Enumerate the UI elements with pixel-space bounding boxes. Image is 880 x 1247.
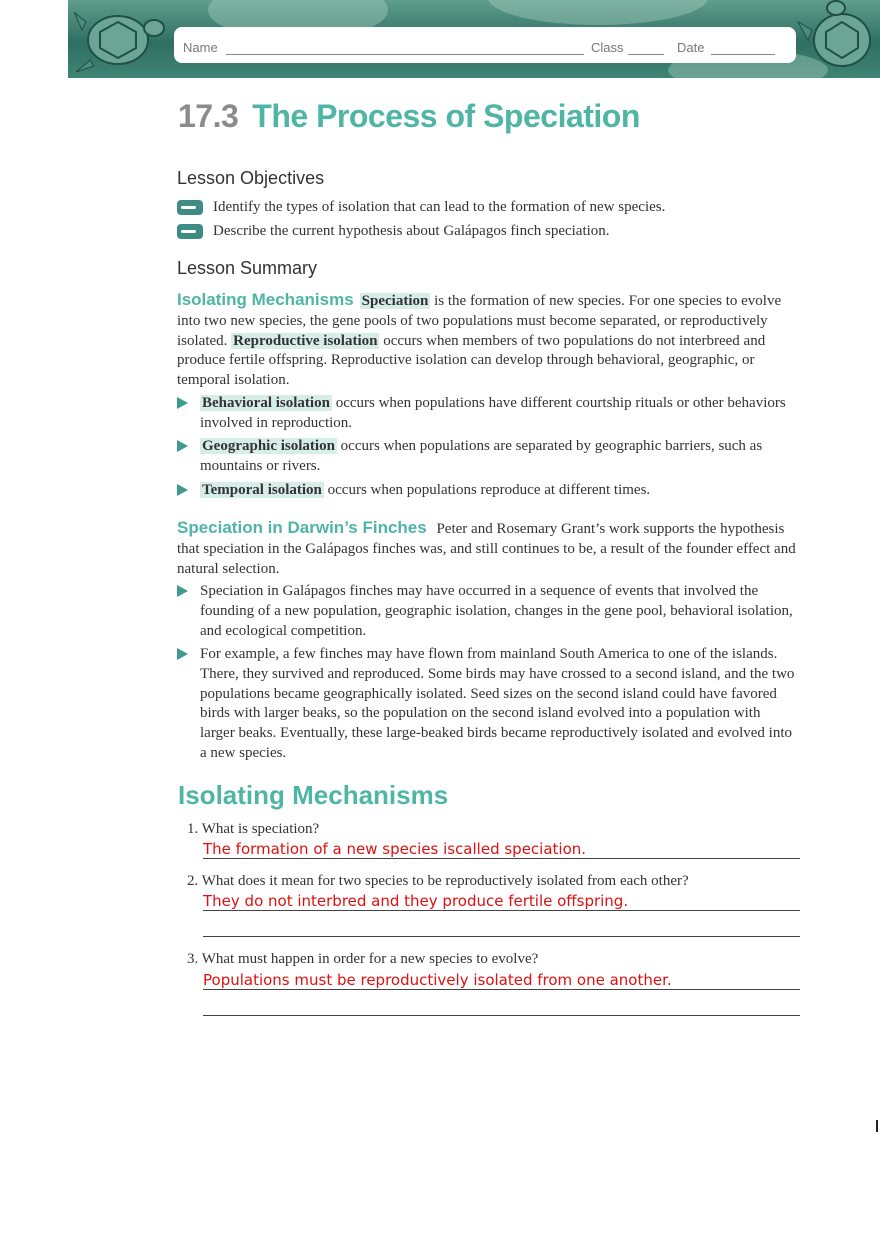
key-icon: [177, 200, 203, 215]
list-item: Speciation in Galápagos finches may have occurred in a sequence of events that involved the founding of a new population, geographic isolation, changes in the gene pool, behavioral isolation, and ecological competition.: [177, 582, 797, 641]
objective-item: Identify the types of isolation that can lead to the formation of new species.: [177, 199, 665, 216]
objectives-heading: Lesson Objectives: [177, 168, 325, 188]
bullet-arrow-icon: [177, 397, 188, 409]
list-item: Geographic isolation occurs when populations are separated by geographic barriers, such as mountains or rivers.: [177, 437, 797, 477]
bullet-arrow-icon: [177, 484, 188, 496]
answer-3-extra-line[interactable]: [203, 1015, 800, 1016]
section-number: 17.3: [178, 98, 239, 134]
answer-2-extra-line[interactable]: [203, 936, 800, 937]
section-title: The Process of Speciation: [252, 98, 640, 134]
summary-heading: Lesson Summary: [177, 258, 318, 278]
page-title: [178, 98, 640, 135]
question-1: 1. What is speciation?: [187, 821, 320, 837]
answer-1-field[interactable]: The formation of a new species iscalled speciation.: [203, 840, 800, 859]
question-3: 3. What must happen in order for a new species to evolve?: [187, 951, 539, 967]
date-label: Date: [677, 40, 705, 55]
term-reproductive-isolation: Reproductive isolation: [233, 332, 378, 349]
isolating-subhead: Isolating Mechanisms: [177, 290, 354, 309]
objective-item: Describe the current hypothesis about Galápagos finch speciation.: [177, 223, 610, 240]
bullet-arrow-icon: [177, 440, 188, 452]
isolating-paragraph: Isolating Mechanisms Speciation is the formation of new species. For one species to evolve into two new species, the gene pools of two populations must become separated, or reproductively isolated. Reproductive isolation occurs when members of two populations do not interbreed and produce fertile offspring. Reproductive isolation can develop through behavioral, geographic, or temporal isolation.: [177, 290, 782, 389]
list-item: Temporal isolation occurs when populations reproduce at different times.: [177, 481, 797, 501]
bullet-arrow-icon: [177, 585, 188, 597]
bullet-arrow-icon: [177, 648, 188, 660]
question-2: 2. What does it mean for two species to be reproductively isolated from each other?: [187, 873, 689, 889]
name-label: Name: [183, 40, 218, 55]
class-field[interactable]: [628, 54, 664, 55]
turtle-icon: [796, 0, 880, 78]
key-icon: [177, 224, 203, 239]
list-item: Behavioral isolation occurs when populations have different courtship rituals or other behaviors involved in reproduction.: [177, 394, 797, 434]
term-speciation: Speciation: [361, 293, 429, 309]
list-item: For example, a few finches may have flown from mainland South America to one of the islands. There, they survived and reproduced. Some birds may have crossed to a second island, and the two populations became geographically isolated. Seed sizes on the second island could have favored birds with larger beaks, so the population on the second island evolved into a population with larger beaks. Eventually, these large-beaked birds became reproductively isolated and evolved into a new species.: [177, 645, 797, 764]
name-class-date-bar: [174, 27, 796, 63]
worksheet-heading: Isolating Mechanisms: [178, 780, 449, 810]
turtle-icon: [70, 2, 170, 76]
darwin-subhead: Speciation in Darwin’s Finches: [177, 518, 427, 537]
date-field[interactable]: [711, 54, 775, 55]
answer-2-field[interactable]: They do not interbred and they produce fertile offspring.: [203, 892, 800, 911]
darwin-paragraph: Speciation in Darwin’s Finches Peter and Rosemary Grant’s work supports the hypothesis that speciation in the Galápagos finches was, and still continues to be, a result of the founder effect and natural selection.: [177, 518, 796, 577]
class-label: Class: [591, 40, 624, 55]
scan-edge-mark: [876, 1120, 878, 1132]
answer-3-field[interactable]: Populations must be reproductively isolated from one another.: [203, 971, 800, 990]
name-field[interactable]: [226, 54, 584, 55]
